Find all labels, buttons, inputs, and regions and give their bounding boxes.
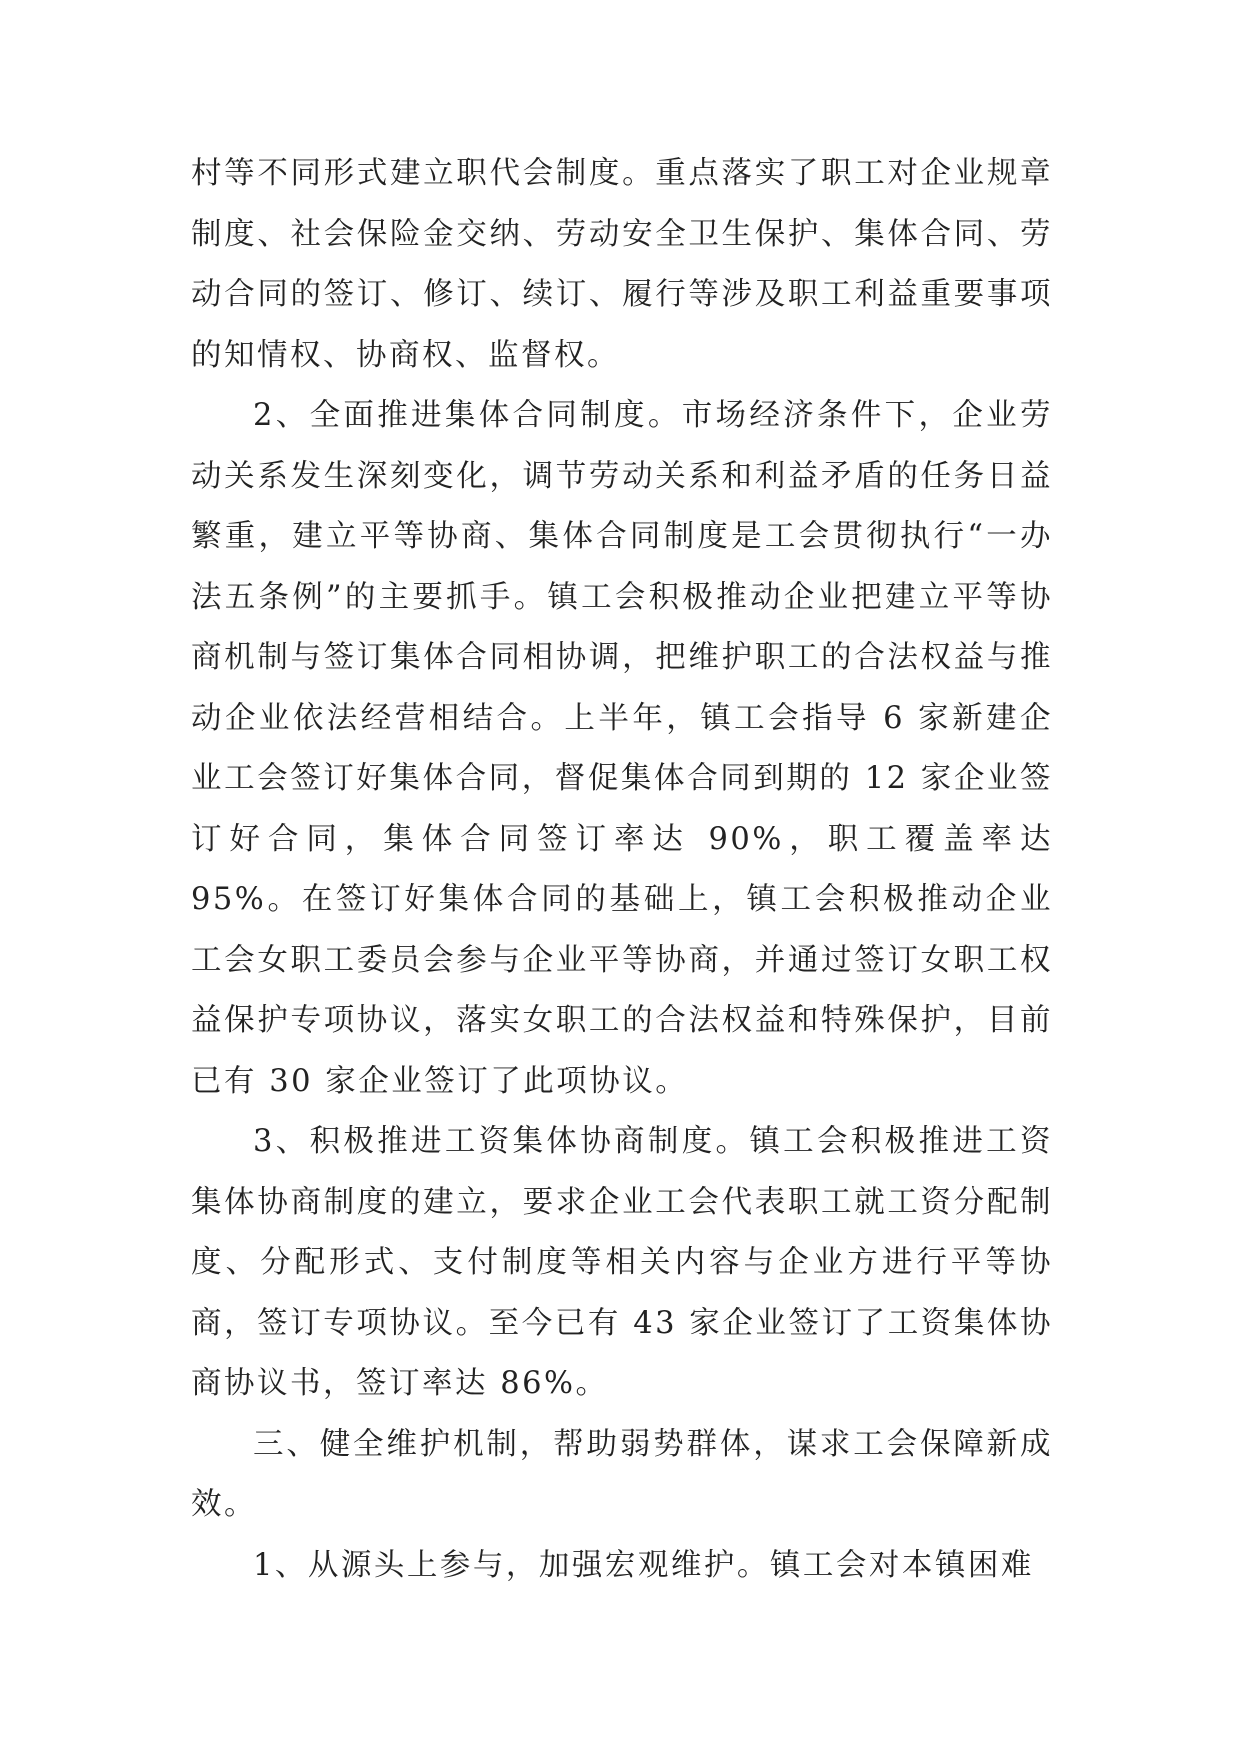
body-text	[191, 144, 1053, 1596]
section-heading-three: 三、健全维护机制，帮助弱势群体，谋求工会保障新成效。	[191, 1426, 1053, 1522]
paragraph-continued: 村等不同形式建立职代会制度。重点落实了职工对企业规章制度、社会保险金交纳、劳动安全卫生保护、集体合同、劳动合同的签订、修订、续订、履行等涉及职工利益重要事项的知情权、协商权、监督权。	[191, 156, 1053, 373]
paragraph-collective-contract: 2、全面推进集体合同制度。市场经济条件下，企业劳动关系发生深刻变化，调节劳动关系和利益矛盾的任务日益繁重，建立平等协商、集体合同制度是工会贯彻执行“一办法五条例”的主要抓手。镇工会积极推动企业把建立平等协商机制与签订集体合同相协调，把维护职工的合法权益与推动企业依法经营相结合。上半年，镇工会指导 6 家新建企业工会签订好集体合同，督促集体合同到期的 12 家企业签订好合同，集体合同签订率达 90%，职工覆盖率达 95%。在签订好集体合同的基础上，镇工会积极推动企业工会女职工委员会参与企业平等协商，并通过签订女职工权益保护专项协议，落实女职工的合法权益和特殊保护，目前已有 30 家企业签订了此项协议。	[191, 398, 1053, 1099]
paragraph-wage-negotiation: 3、积极推进工资集体协商制度。镇工会积极推进工资集体协商制度的建立，要求企业工会代表职工就工资分配制度、分配形式、支付制度等相关内容与企业方进行平等协商，签订专项协议。至今已有 43 家企业签订了工资集体协商协议书，签订率达 86%。	[191, 1124, 1053, 1401]
paragraph-source-participation: 1、从源头上参与，加强宏观维护。镇工会对本镇困难	[253, 1547, 1034, 1583]
